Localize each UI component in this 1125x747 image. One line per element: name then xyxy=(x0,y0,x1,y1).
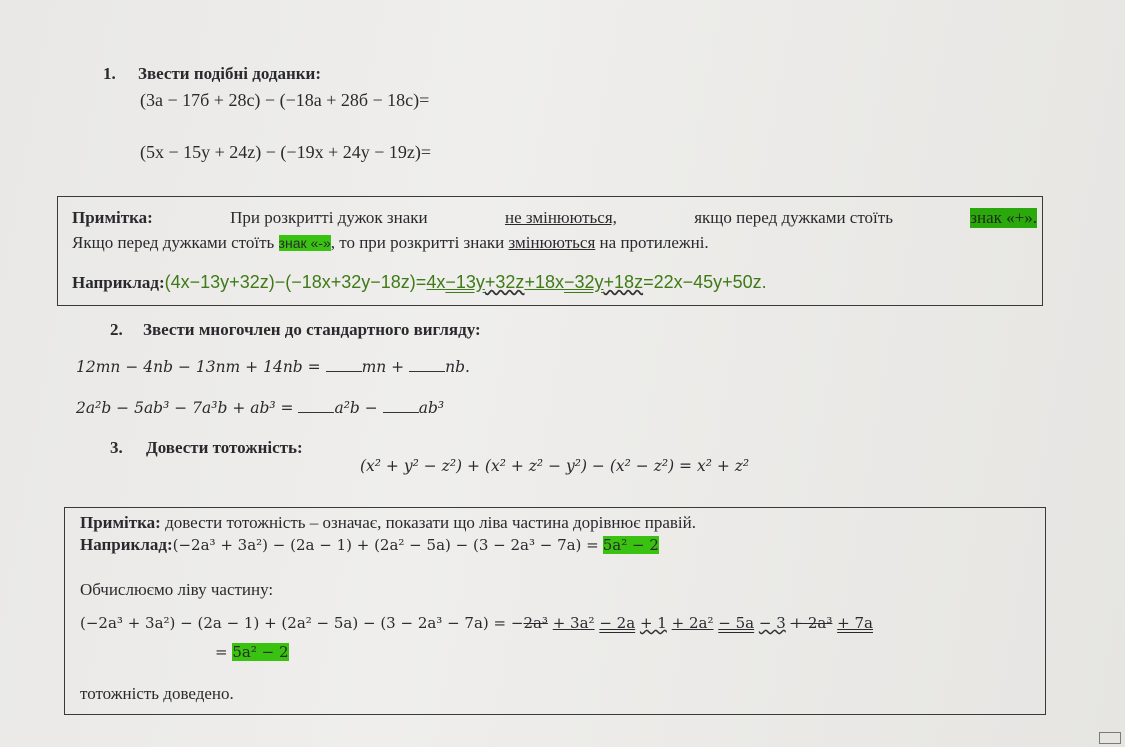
note1-text-c: якщо перед дужками стоїть xyxy=(694,208,893,227)
task1-title: Звести подібні доданки: xyxy=(138,64,321,83)
note1-term-32y: −32y xyxy=(563,272,604,292)
note2-example-label: Наприклад: xyxy=(80,535,173,554)
note1-label: Примітка: xyxy=(72,208,153,227)
page-corner-icon xyxy=(1099,732,1121,744)
note2-compute-expr: (−2a³ + 3a²) − (2a − 1) + (2a² − 5a) − (3 − 2a³ − 7a) = − xyxy=(80,614,524,632)
note1-line2-a: Якщо перед дужками стоїть xyxy=(72,233,275,252)
task1-expression-2: (5x − 15y + 24z) − (−19x + 24y − 19z)= xyxy=(140,142,432,162)
note2-label: Примітка: xyxy=(80,513,161,532)
note1-example xyxy=(72,272,767,293)
note2-cterm-6: − 5a xyxy=(718,614,755,632)
note1-line1 xyxy=(72,208,1037,228)
task2-blank-mn xyxy=(326,357,362,372)
note2-compute-line xyxy=(80,614,873,632)
note2-cterm-7: − 3 xyxy=(758,614,786,632)
note2-example-answer: 5a² − 2 xyxy=(602,536,659,554)
note1-line2-c: змінюються xyxy=(508,233,596,252)
task2-blank-ab3 xyxy=(383,398,419,413)
note2-result-prefix: = xyxy=(215,643,228,661)
note2-cterm-3: − 2a xyxy=(599,614,636,632)
task2-line1-nb: nb. xyxy=(445,358,470,376)
note2-line1 xyxy=(80,513,696,533)
note2-conclusion: тотожність доведено. xyxy=(80,684,234,703)
note2-cterm-9: + 7a xyxy=(837,614,873,632)
task2-line1 xyxy=(76,357,470,376)
note1-text-b: не змінюються, xyxy=(504,208,617,227)
note2-result-line xyxy=(215,643,289,661)
note1-example-label: Наприклад: xyxy=(72,273,165,292)
note1-term-4x: 4x xyxy=(426,272,446,292)
note1-example-start: (4x−13y+32z)−(−18x+32y−18z)= xyxy=(164,272,427,292)
note2-example xyxy=(80,535,659,555)
note2-cterm-8: + 2a³ xyxy=(790,614,833,632)
note1-line2 xyxy=(72,233,709,253)
note1-highlight-plus: знак «+». xyxy=(970,208,1037,227)
note2-example-expr: (−2a³ + 3a²) − (2a − 1) + (2a² − 5a) − (3 − 2a³ − 7a) = xyxy=(172,536,599,554)
note1-term-32z: +32z xyxy=(484,272,525,292)
task2-line2-expr: 2a²b − 5ab³ − 7a³b + ab³ = xyxy=(76,399,294,417)
task2-blank-a2b xyxy=(298,398,334,413)
task2-title: Звести многочлен до стандартного вигляду: xyxy=(143,320,481,339)
task2-line1-mn: mn + xyxy=(361,358,405,376)
note1-text-a: При розкритті дужок знаки xyxy=(230,208,428,227)
note1-term-18z: +18z xyxy=(603,272,644,292)
note1-term-13y: −13y xyxy=(445,272,485,292)
note1-highlight-minus: знак «-» xyxy=(278,235,331,251)
task3-number: 3. xyxy=(110,438,123,457)
task2-line1-expr: 12mn − 4nb − 13nm + 14nb = xyxy=(76,358,321,376)
task3-title: Довести тотожність: xyxy=(146,438,303,457)
task2-line2 xyxy=(76,398,444,417)
note2-cterm-4: + 1 xyxy=(639,614,667,632)
task1-expression-1: (3а − 17б + 28с) − (−18а + 28б − 18с)= xyxy=(140,90,430,110)
note2-cterm-1: 2a³ xyxy=(523,614,548,632)
task2-blank-nb xyxy=(409,357,445,372)
note2-result: 5a² − 2 xyxy=(232,643,289,661)
task1-number: 1. xyxy=(103,64,116,83)
task2-line2-a: a²b − xyxy=(334,399,378,417)
note2-cterm-5: + 2a² xyxy=(671,614,714,632)
note1-line2-d: на протилежні. xyxy=(599,233,709,252)
task2-line2-b: ab³ xyxy=(418,399,445,417)
task2-number: 2. xyxy=(110,320,123,339)
note2-compute-label: Обчислюємо ліву частину: xyxy=(80,580,274,599)
note1-line2-b: , то при розкритті знаки xyxy=(330,233,505,252)
note1-example-end: =22x−45y+50z. xyxy=(643,272,767,292)
note2-text: довести тотожність – означає, показати що ліва частина дорівнює правій. xyxy=(165,513,697,532)
task3-identity: (x² + y² − z²) + (x² + z² − y²) − (x² − z²) = x² + z² xyxy=(360,457,750,475)
note2-cterm-2: + 3a² xyxy=(552,614,595,632)
note1-term-18x: +18x xyxy=(524,272,564,292)
